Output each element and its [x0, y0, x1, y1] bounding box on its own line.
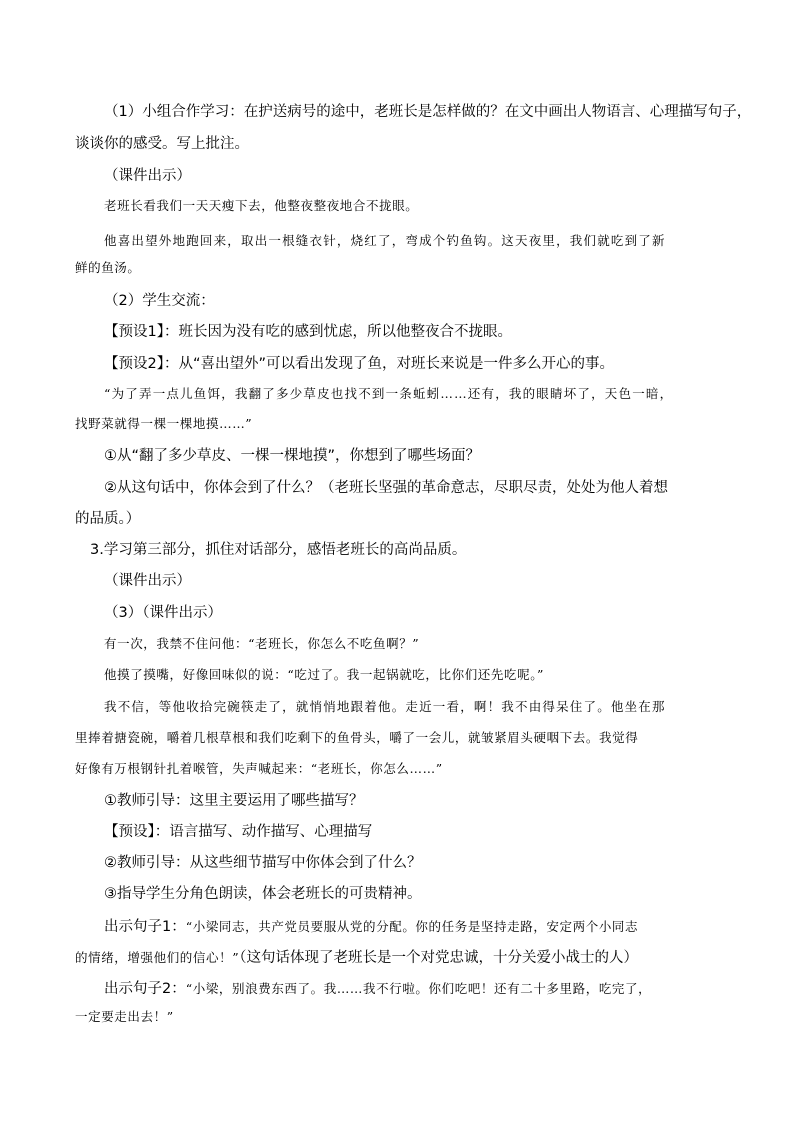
example-quote: 的情绪，增强他们的信心！”: [75, 950, 240, 965]
text-line: 的品质。）: [75, 511, 141, 527]
text-line: （课件出示）: [104, 573, 191, 589]
text-line: ②教师引导：从这些细节描写中你体会到了什么？: [104, 855, 422, 871]
text-line: （2）学生交流：: [104, 293, 215, 309]
example-quote: “小梁，别浪费东西了。我……我不行啦。你们吃吧！还有二十多里路，吃完了，: [185, 981, 652, 996]
example-sentence-1-cont: [75, 949, 638, 966]
quote-line: 找野菜就得一棵一棵地摸……”: [75, 416, 253, 431]
example-label: 出示句子1：: [104, 919, 186, 935]
text-line: （3）（课件出示）: [104, 605, 222, 621]
quote-line: 一定要走出去！”: [75, 1009, 174, 1024]
example-quote: “小梁同志，共产党员要服从党的分配。你的任务是坚持走路，安定两个小同志: [185, 919, 639, 934]
quote-line: 里捧着搪瓷碗，嚼着几根草根和我们吃剩下的鱼骨头，嚼了一会儿，就皱紧眉头硬咽下去。我觉得: [75, 730, 639, 745]
text-line: 【预设1】：班长因为没有吃的感到忧虑，所以他整夜合不拢眼。: [104, 324, 512, 340]
text-line: （1）小组合作学习：在护送病号的途中，老班长是怎样做的？在文中画出人物语言、心理描写句子，: [104, 104, 752, 120]
quote-line: 他喜出望外地跑回来，取出一根缝衣针，烧红了，弯成个钓鱼钩。这天夜里，我们就吃到了新: [104, 233, 666, 248]
example-sentence-2: [104, 980, 651, 997]
text-line: ②从这句话中，你体会到了什么？（老班长坚强的革命意志，尽职尽责，处处为他人着想: [104, 480, 668, 496]
quote-line: 他摸了摸嘴，好像回味似的说：“吃过了。我一起锅就吃，比你们还先吃呢。”: [104, 667, 545, 682]
text-line: （课件出示）: [104, 168, 191, 184]
quote-line: 好像有万根钢针扎着喉管，失声喊起来：“老班长，你怎么……”: [75, 761, 443, 776]
example-sentence-1: [104, 918, 638, 935]
text-line: 谈谈你的感受。写上批注。: [75, 136, 249, 152]
text-line: 【预设2】：从“喜出望外”可以看出发现了鱼，对班长来说是一件多么开心的事。: [104, 356, 614, 372]
quote-line: 有一次，我禁不住问他：“老班长，你怎么不吃鱼啊？”: [104, 636, 420, 651]
text-line: ③指导学生分角色朗读，体会老班长的可贵精神。: [104, 886, 422, 902]
text-line: ①教师引导：这里主要运用了哪些描写？: [104, 793, 364, 809]
quote-line: “为了弄一点儿鱼饵，我翻了多少草皮也找不到一条蚯蚓……还有，我的眼睛坏了，天色一暗，: [104, 386, 674, 401]
text-line: ①从“翻了多少草皮、一棵一棵地摸”，你想到了哪些场面？: [104, 448, 481, 464]
quote-line: 鲜的鱼汤。: [75, 260, 141, 275]
text-line: 3.学习第三部分，抓住对话部分，感悟老班长的高尚品质。: [90, 542, 467, 558]
text-line: 【预设】：语言描写、动作描写、心理描写: [104, 824, 373, 840]
quote-line: 我不信，等他收拾完碗筷走了，就悄悄地跟着他。走近一看，啊！我不由得呆住了。他坐在那: [104, 699, 666, 714]
example-label: 出示句子2：: [104, 981, 186, 997]
example-comment: （这句话体现了老班长是一个对党忠诚，十分关爱小战士的人）: [239, 950, 638, 966]
quote-line: 老班长看我们一天天瘦下去，他整夜整夜地合不拢眼。: [104, 198, 419, 213]
